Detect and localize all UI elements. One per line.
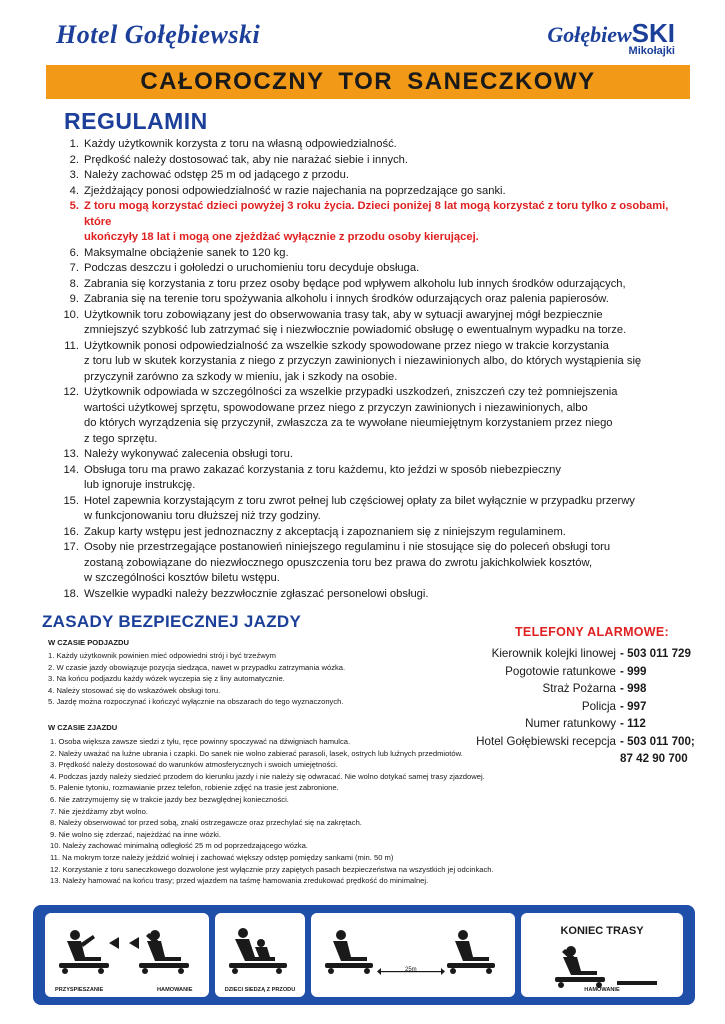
rule-item bbox=[58, 540, 698, 587]
rule-number: 4. bbox=[69, 184, 79, 197]
rule-item bbox=[58, 292, 698, 308]
phone-number: - 503 011 729 bbox=[620, 647, 691, 660]
phone-number: - 503 011 700; 87 42 90 700 bbox=[620, 734, 695, 765]
pictogram-card-children bbox=[215, 913, 305, 997]
podjazd-list bbox=[48, 650, 345, 708]
rule-item bbox=[58, 385, 698, 447]
pictogram-card-speed-brake bbox=[45, 913, 209, 997]
phone-label: Hotel Gołębiewski recepcja bbox=[476, 734, 616, 748]
rule-number: 3. bbox=[69, 169, 79, 181]
rule-text: Maksymalne obciążenie sanek to 120 kg. bbox=[84, 246, 289, 259]
rule-text: Zakup karty wstępu jest jednoznaczny z akceptacją i zapoznaniem się z niniejszym regulaminem. bbox=[84, 525, 566, 538]
rule-number: 1. bbox=[69, 138, 79, 150]
rule-text: Użytkownik toru zobowiązany jest do obserwowania trasy tak, aby w sytuacji awaryjnej mógł bezpiecznie zmniejszyć szybkość lub zatrzymać się i niezwłocznie powiadomić obsługę o ewentualnym wypadku na torze. bbox=[84, 308, 627, 336]
pictogram-card-koniec bbox=[521, 913, 683, 997]
phone-label: Kierownik kolejki linowej bbox=[491, 647, 616, 660]
rule-text: Obsługa toru ma prawo zakazać korzystania z toru każdemu, kto jeździ w sposób niebezpieczny lub ignoruje instrukcję. bbox=[84, 463, 561, 491]
logo-ski-text: SKI bbox=[631, 18, 675, 48]
phone-row bbox=[358, 698, 718, 716]
zjazd-item: 6. Nie zatrzymujemy się w trakcie jazdy bez bezwględnej konieczności. bbox=[50, 794, 289, 804]
rule-number: 8. bbox=[69, 277, 79, 290]
phone-number: - 112 bbox=[620, 717, 646, 730]
podjazd-item: 4. Należy stosować się do wskazówek obsługi toru. bbox=[48, 685, 221, 695]
rule-number: 11. bbox=[64, 339, 79, 352]
zjazd-item: 1. Osoba większa zawsze siedzi z tyłu, ręce powinny spoczywać na dźwigniach hamulca. bbox=[50, 737, 351, 746]
rule-item bbox=[58, 168, 698, 184]
koniec-trasy-label: KONIEC TRASY bbox=[560, 925, 644, 937]
phone-number: - 998 bbox=[620, 682, 647, 695]
rule-number: 7. bbox=[69, 262, 79, 274]
rule-number: 16. bbox=[63, 525, 79, 538]
distance-icon bbox=[311, 913, 515, 997]
rule-number: 9. bbox=[69, 293, 79, 305]
rule-text: Prędkość należy dostosować tak, aby nie narażać siebie i innych. bbox=[84, 153, 408, 166]
regulamin-heading: REGULAMIN bbox=[64, 108, 208, 134]
pictogram-label-przypieszanie: PRZYSPIESZANIE bbox=[55, 987, 104, 993]
zjazd-item: 13. Należy hamować na końcu trasy; przed wjazdem na taśmę hamowania zredukować prędkość do minimalnej. bbox=[50, 876, 429, 886]
zjazd-item: 11. Na mokrym torze należy jeździć wolniej i zachować większy odstęp pomiędzy sankami (min. 50 m) bbox=[50, 852, 394, 862]
pictogram-card-distance bbox=[311, 913, 515, 997]
phone-number: - 999 bbox=[620, 664, 647, 678]
phone-row bbox=[358, 663, 718, 681]
rule-item bbox=[58, 308, 698, 339]
zjazd-item: 9. Nie wolno się zderzać, najeżdżać na inne wózki. bbox=[50, 829, 221, 839]
golebiewski-logo bbox=[547, 18, 675, 57]
phone-row bbox=[358, 645, 718, 663]
rule-text: Z toru mogą korzystać dzieci powyżej 3 roku życia. Dzieci poniżej 8 lat mogą korzystać z toru tylko z osobami, które ukończyły 18 lat i mogą one zjeżdżać wyłącznie z przodu osoby kierującej. bbox=[84, 200, 669, 243]
rule-text: Zabrania się na terenie toru spożywania alkoholu i innych środków odurzających oraz palenia papierosów. bbox=[84, 293, 609, 305]
zjazd-item: 8. Należy obserwować tor przed sobą, znaki ostrzegawcze oraz przechylać się na zakrętach. bbox=[50, 818, 362, 828]
rule-number: 17. bbox=[63, 541, 79, 553]
zjazd-item: 7. Nie zjeżdżamy zbyt wolno. bbox=[50, 806, 148, 816]
phone-row bbox=[358, 680, 718, 698]
rule-number: 14. bbox=[63, 463, 79, 476]
podjazd-item: 2. W czasie jazdy obowiązuje pozycja siedząca, nawet w przypadku zatrzymania wózka. bbox=[48, 662, 346, 672]
phone-label: Pogotowie ratunkowe bbox=[505, 664, 616, 678]
zjazd-item: 5. Palenie tytoniu, rozmawianie przez telefon, robienie zdjęć na trasie jest zabronione. bbox=[50, 783, 339, 793]
podjazd-item: 5. Jazdę można rozpoczynać i kończyć wyłącznie na obszarach do tego wyznaczonych. bbox=[48, 697, 344, 707]
zjazd-item: 3. Prędkość należy dostosować do warunków atmosferycznych i swoich umiejętności. bbox=[50, 760, 338, 770]
rule-number: 18. bbox=[63, 587, 79, 600]
rule-item bbox=[58, 184, 698, 200]
zjazd-item: 2. Należy uważać na luźne ubrania i czapki. Do sanek nie wolno zabierać parasoli, lasek, ostrych lub luźnych przedmiotów. bbox=[50, 748, 463, 758]
rule-text: Należy zachować odstęp 25 m od jadącego z przodu. bbox=[84, 169, 349, 181]
zjazd-item: 10. Należy zachować minimalną odległość 25 m od poprzedzającego wózka. bbox=[50, 841, 308, 851]
rule-text: Zabrania się korzystania z toru przez osoby będące pod wpływem alkoholu lub innych środków odurzających, bbox=[84, 277, 626, 290]
podjazd-item: 1. Każdy użytkownik powinien mieć odpowiedni strój i być trzeźwym bbox=[48, 651, 276, 660]
rule-item bbox=[58, 463, 698, 494]
podjazd-item: 3. Na końcu podjazdu każdy wózek wyczepia się z liny automatycznie. bbox=[48, 674, 285, 684]
rule-text: Należy wykonywać zalecenia obsługi toru. bbox=[84, 448, 293, 460]
phone-label: Policja bbox=[581, 699, 616, 713]
rule-number: 10. bbox=[63, 308, 79, 321]
rule-number: 13. bbox=[63, 448, 79, 460]
sled-rider-icon bbox=[45, 913, 209, 983]
pictogram-label-hamowanie: HAMOWANIE bbox=[157, 987, 193, 993]
zjazd-item: 4. Podczas jazdy należy siedzieć przodem do kierunku jazdy i nie należy się odwracać. Nie wolno dotykać samej trasy zjazdowej. bbox=[50, 771, 485, 781]
rule-number: 15. bbox=[63, 494, 79, 507]
rule-text: Osoby nie przestrzegające postanowień niniejszego regulaminu i nie stosujące się do poleceń obsługi toru zostaną zobowiązane do niezwłocznego opuszczenia toru bez prawa do zwrotu jakichkolwiek kosztów, w szczególności kosztów biletu wstępu. bbox=[84, 541, 611, 584]
podjazd-heading: W CZASIE PODJAZDU bbox=[48, 638, 130, 647]
rule-item bbox=[58, 525, 698, 541]
phone-row bbox=[358, 715, 718, 733]
logo-main-text: Gołębiew bbox=[547, 22, 632, 47]
rule-item bbox=[58, 277, 698, 293]
rule-number: 2. bbox=[69, 153, 79, 166]
rule-item bbox=[58, 137, 698, 153]
logo-subtitle: Mikołajki bbox=[628, 45, 675, 57]
phone-label: Straż Pożarna bbox=[542, 682, 616, 695]
regulamin-list bbox=[58, 137, 698, 602]
zasady-heading: ZASADY BEZPIECZNEJ JAZDY bbox=[42, 612, 302, 631]
pictogram-label-dzieci: DZIECI SIEDZĄ Z PRZODU bbox=[224, 987, 296, 993]
pictogram-label-hamowanie-end: HAMOWANIE bbox=[584, 987, 620, 993]
rule-item bbox=[58, 153, 698, 169]
rule-text: Podczas deszczu i gołoledzi o uruchomieniu toru decyduje obsługa. bbox=[84, 262, 420, 274]
rule-item bbox=[58, 339, 698, 386]
rule-item bbox=[58, 246, 698, 262]
rule-item bbox=[58, 587, 698, 603]
rule-text: Użytkownik ponosi odpowiedzialność za wszelkie szkody spowodowane przez niego w trakcie korzystania z toru lub w skutek korzystania z niego z przyczyn zawinionych i niezawinionych albo, do których wystąpienia się przyczynił zarówno za szkody w mieniu, jak i szkody na osobie. bbox=[84, 339, 642, 383]
braking-rider-icon bbox=[521, 943, 683, 993]
zjazd-item: 12. Korzystanie z toru saneczkowego dozwolone jest wyłącznie przy zapiętych pasach bezpieczeństwa na wszystkich jej odcinkach. bbox=[50, 864, 494, 874]
title-banner bbox=[46, 65, 690, 99]
distance-label: 25m bbox=[405, 967, 417, 973]
rule-text: Hotel zapewnia korzystającym z toru zwrot pełnej lub częściowej opłaty za bilet wyłącznie w przypadku przerwy w funkcjonowaniu toru dłuższej niż trzy godziny. bbox=[84, 494, 635, 522]
telefony-list bbox=[358, 645, 718, 768]
rule-text: Zjeżdżający ponosi odpowiedzialność w razie najechania na poprzedzające go sanki. bbox=[84, 184, 506, 197]
rule-number: 5. bbox=[69, 200, 79, 212]
rule-item bbox=[58, 447, 698, 463]
rule-item bbox=[58, 494, 698, 525]
rule-item bbox=[58, 199, 698, 246]
child-front-icon bbox=[215, 913, 305, 983]
hotel-logo: Hotel Gołębiewski bbox=[56, 20, 261, 49]
phone-number: - 997 bbox=[620, 699, 647, 713]
phone-label: Numer ratunkowy bbox=[525, 717, 616, 730]
telefony-heading: TELEFONY ALARMOWE: bbox=[515, 625, 670, 639]
zjazd-heading: W CZASIE ZJAZDU bbox=[48, 723, 118, 732]
rule-text: Użytkownik odpowiada w szczególności za wszelkie przypadki uszkodzeń, zniszczeń czy też pomniejszenia wartości użytkowej sprzętu, spowodowane przez niego z przyczyn zawinionych i niezawinionych, albo do których wyrządzenia się przyczynił, zwłaszcza za te wywołane nieumiejętnym korzystaniem przez niego z tego sprzętu. bbox=[84, 386, 618, 445]
rule-number: 6. bbox=[69, 246, 79, 259]
rule-item bbox=[58, 261, 698, 277]
rule-text: Wszelkie wypadki należy bezzwłocznie zgłaszać personelowi obsługi. bbox=[84, 587, 429, 600]
pictogram-strip bbox=[33, 905, 695, 1005]
page-title: CAŁOROCZNY TOR SANECZKOWY bbox=[140, 68, 596, 95]
rule-text: Każdy użytkownik korzysta z toru na własną odpowiedzialność. bbox=[84, 138, 397, 150]
rule-number: 12. bbox=[63, 386, 79, 398]
phone-row bbox=[358, 733, 718, 768]
